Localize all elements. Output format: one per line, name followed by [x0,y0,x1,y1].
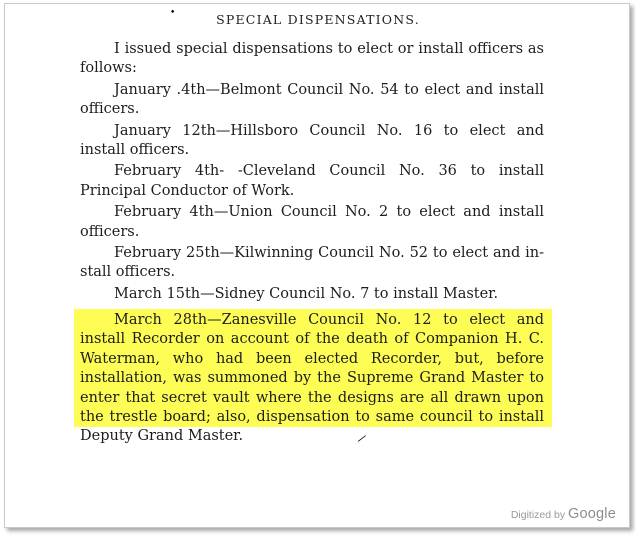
google-logo: Google [568,506,616,522]
ink-speck: • [170,8,176,18]
list-item: February 25th—Kilwinning Council No. 52 to elect and in-stall officers. [80,245,544,281]
list-item: February 4th—Union Council No. 2 to elect and install officers. [80,204,544,240]
digitized-by-google [511,506,616,522]
ink-mark: / [356,432,368,445]
list-item: January 12th—Hillsboro Council No. 16 to elect and install officers. [80,122,544,159]
list-item: January .4th—Belmont Council No. 54 to elect and install officers. [80,81,544,118]
dispensation-list [80,40,544,306]
intro-paragraph: I issued special dispensations to elect or install officers as follows: [80,41,544,77]
page-title: SPECIAL DISPENSATIONS. [216,12,420,27]
list-item: February 4th- -Cleveland Council No. 36 to install Principal Conductor of Work. [80,163,544,199]
highlighted-paragraph: March 28th—Zanesville Council No. 12 to elect and install Recorder on account of the death of Companion H. C. Waterman, who had been elected Recorder, but, before installation, was summoned by the Supreme Grand Master to enter that secret vault where the designs are all drawn upon the trestle board; also, dispensation to same council to install Deputy Grand Master. [80,312,544,445]
list-item: March 15th—Sidney Council No. 7 to install Master. [114,285,499,302]
digitized-label: Digitized by [510,509,566,521]
